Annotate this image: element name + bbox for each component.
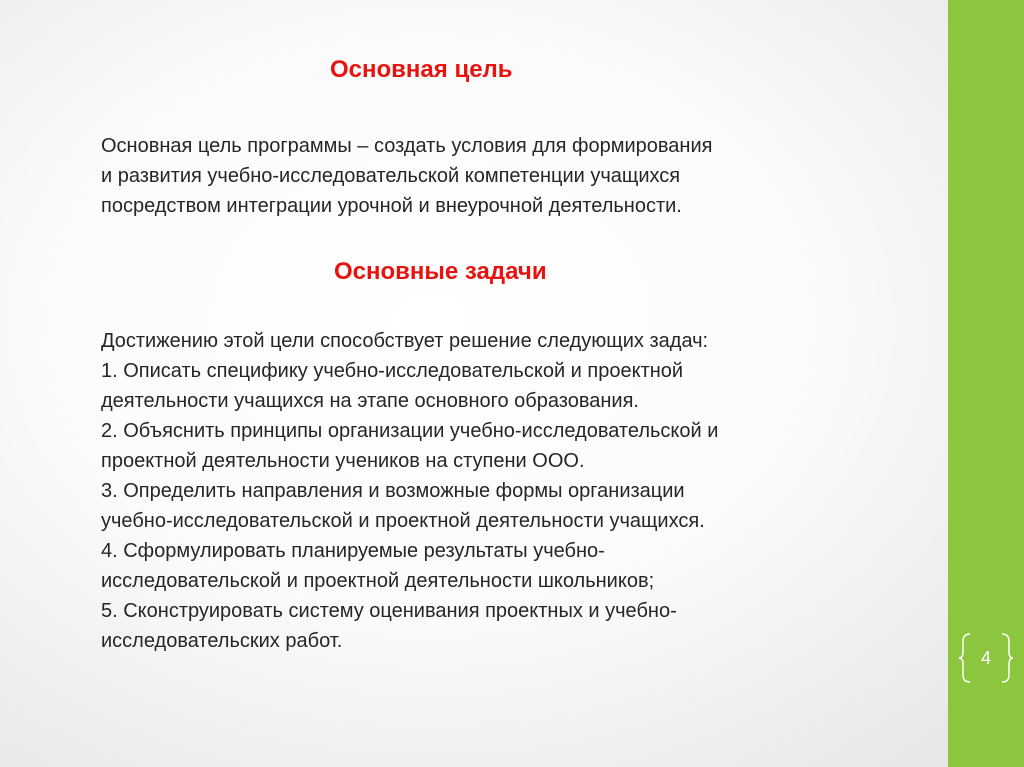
- tasks-line: исследовательской и проектной деятельности школьников;: [101, 570, 655, 592]
- page-number-badge: [958, 630, 1014, 686]
- tasks-line: исследовательских работ.: [101, 630, 343, 652]
- tasks-paragraph: [101, 326, 718, 656]
- tasks-line: Достижению этой цели способствует решение следующих задач:: [101, 330, 709, 352]
- tasks-line: 1. Описать специфику учебно-исследовательской и проектной: [101, 360, 684, 382]
- goal-line: Основная цель программы – создать условия для формирования: [101, 135, 713, 157]
- tasks-line: деятельности учащихся на этапе основного образования.: [101, 390, 639, 412]
- tasks-line: 4. Сформулировать планируемые результаты учебно-: [101, 540, 605, 562]
- tasks-line: 5. Сконструировать систему оценивания проектных и учебно-: [101, 600, 677, 622]
- tasks-line: проектной деятельности учеников на ступени ООО.: [101, 450, 585, 472]
- goal-paragraph: [101, 131, 712, 221]
- heading-main-tasks: Основные задачи: [334, 258, 547, 285]
- goal-line: и развития учебно-исследовательской компетенции учащихся: [101, 165, 681, 187]
- tasks-line: учебно-исследовательской и проектной деятельности учащихся.: [101, 510, 705, 532]
- page-number: 4: [980, 648, 991, 668]
- goal-line: посредством интеграции урочной и внеурочной деятельности.: [101, 195, 682, 217]
- tasks-line: 3. Определить направления и возможные формы организации: [101, 480, 685, 502]
- tasks-line: 2. Объяснить принципы организации учебно-исследовательской и: [101, 420, 719, 442]
- heading-main-goal: Основная цель: [330, 56, 513, 83]
